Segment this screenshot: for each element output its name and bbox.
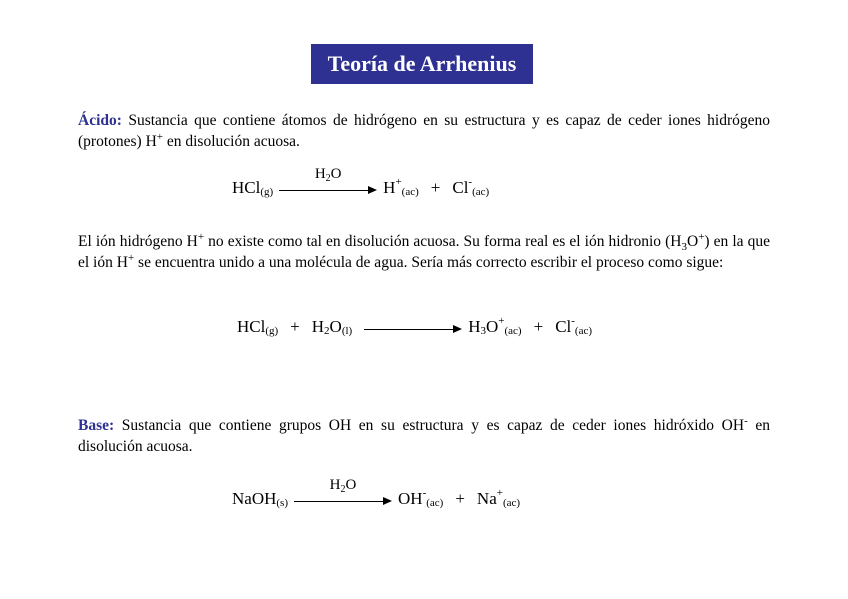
base-definition <box>78 415 770 457</box>
hid-sup2: + <box>698 231 705 243</box>
hid-t5: se encuentra unido a una molécula de agua. Sería más correcto escribir el proceso como sigue: <box>134 254 724 271</box>
reaction-arrow <box>279 166 377 198</box>
hid-sub1: 3 <box>681 241 687 253</box>
eq2-r2-mid: O <box>329 317 342 336</box>
acido-text-2: en disolución acuosa. <box>163 133 300 150</box>
eq1-lhs: HCl <box>232 178 261 197</box>
eq3-lhs: NaOH <box>232 489 277 508</box>
eq2-plus2: + <box>533 317 544 336</box>
hid-t1: El ión hidrógeno H <box>78 233 198 250</box>
eq3-p1: OH <box>398 489 423 508</box>
eq2-p1: H <box>468 317 481 336</box>
acido-definition <box>78 110 770 152</box>
eq1-product-2: Cl <box>452 178 469 197</box>
equation-hcl-water: HCl $_{(g)}$ + H $_2$ O $_{(l)}$ H $_3$ O + $_{(ac)}$ + Cl - $_{(ac)}$ <box>237 315 593 337</box>
hidronio-paragraph <box>78 231 770 273</box>
reaction-arrow-2 <box>364 317 462 337</box>
reaction-arrow-3 <box>294 477 392 509</box>
slide-title: Teoría de Arrhenius <box>311 44 533 84</box>
hid-sup1: + <box>197 231 205 243</box>
arrow-label: $H_2O$ <box>314 166 342 184</box>
eq2-plus1: + <box>290 317 300 336</box>
eq1-plus: + <box>430 178 441 197</box>
base-text-2: en disolución acuosa. <box>78 417 770 455</box>
eq2-p1-mid: O <box>486 317 499 336</box>
acido-text-1: Sustancia que contiene átomos de hidrógeno en su estructura y es capaz de ceder iones hidrógeno (protones) H <box>78 112 770 150</box>
eq2-p2: Cl <box>555 317 572 336</box>
arrow-label-3: $H_2O$ <box>329 477 357 495</box>
hid-t2: no existe como tal en disolución acuosa. Su forma real es el ión hidronio (H <box>204 233 682 250</box>
acido-sup-plus: + <box>156 131 163 143</box>
equation-naoh-dissociation: NaOH $_{(s)}$ $H_2O$ OH - $_{(ac)}$ + Na + $_{(ac)}$ <box>232 477 521 509</box>
hid-t4: ) en la que el ión H <box>78 233 770 271</box>
hid-t3: O <box>686 233 699 250</box>
eq1-product-1: H <box>383 178 396 197</box>
eq2-r2: H <box>311 317 325 336</box>
eq2-r1: HCl <box>237 317 266 336</box>
hid-sup3: + <box>127 252 135 264</box>
base-label: Base: <box>78 417 115 434</box>
eq3-p2: Na <box>476 489 497 508</box>
base-sup-minus: - <box>744 415 748 427</box>
eq3-plus: + <box>455 489 465 508</box>
acido-label: Ácido: <box>78 112 122 129</box>
equation-hcl-dissociation: HCl $_{(g)}$ $H_2O$ H + $_{(ac)}$ + Cl - $_{(ac)}$ <box>232 166 490 198</box>
base-text-1: Sustancia que contiene grupos OH en su estructura y es capaz de ceder iones hidróxido OH <box>114 417 745 434</box>
